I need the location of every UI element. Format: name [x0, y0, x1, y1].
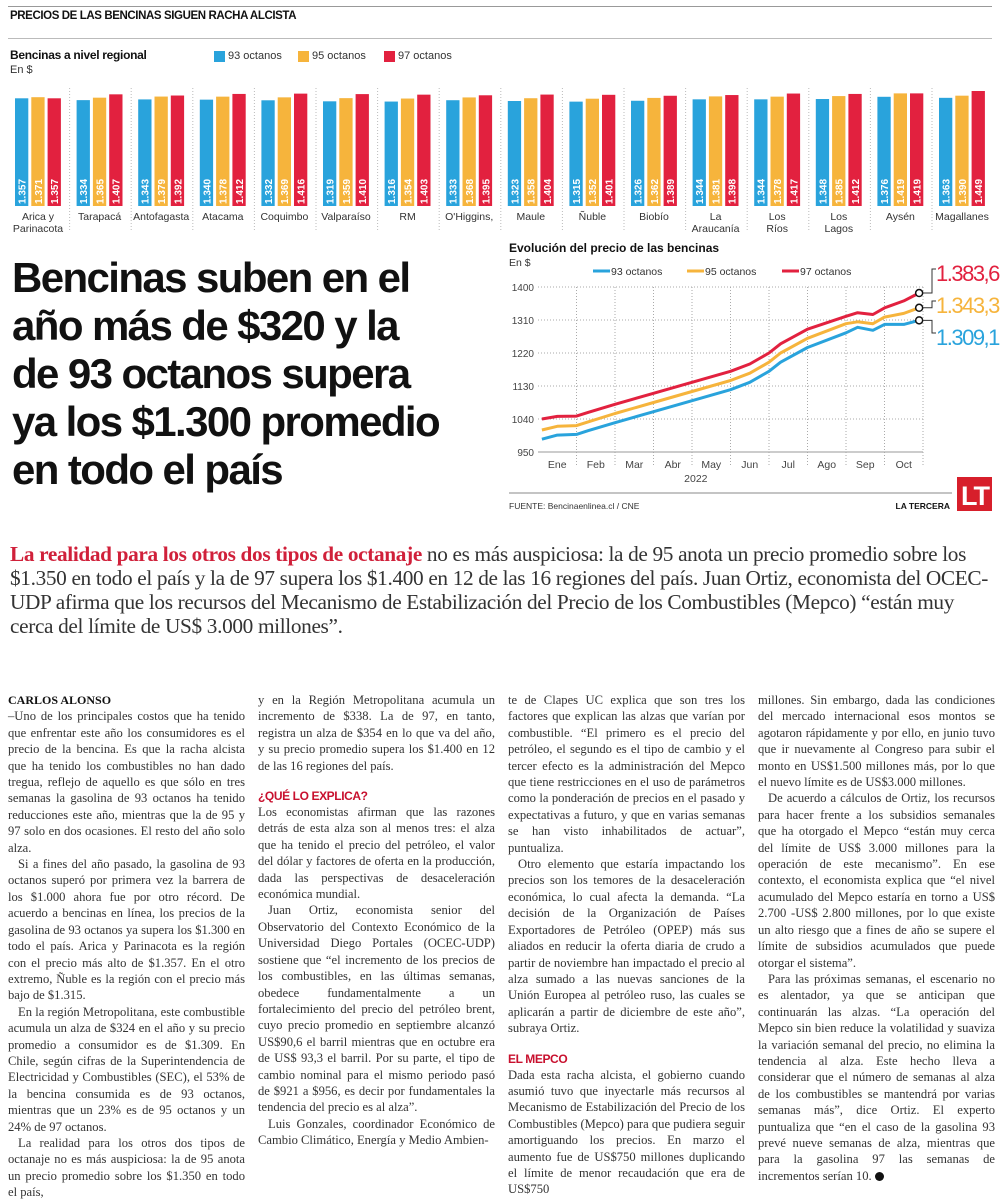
- bar-value-label: 1.333: [448, 178, 460, 204]
- bar-value-label: 1.392: [173, 178, 185, 204]
- top-rule: [8, 6, 992, 7]
- text: De acuerdo a cálculos de Ortiz, los recursos para hacer frente a los subsidios semanales que ha otorgado el Mepco “están muy cerca del límite de US$ 3.000 millones para la operación de este mecanismo”. En ese contexto, el economista explica que “el nivel acumulado del Mepco estaría en torno a US$ 2.700 -US$ 2.800 millones, por lo que existe un alto riesgo que a fines de año se supere el límite de subsidios acumulados que puede otorgar el sistema”.: [758, 791, 995, 970]
- bar-value-label: 1.319: [325, 178, 337, 204]
- subheading: [258, 788, 495, 804]
- y-tick-label: 1130: [512, 382, 534, 393]
- bar-value-label: 1.340: [202, 178, 214, 204]
- paragraph: [8, 708, 245, 856]
- paragraph: [508, 856, 745, 1036]
- bar-legend-97: [384, 50, 452, 62]
- bar-value-label: 1.358: [526, 178, 538, 204]
- text: Otro elemento que estaría impactando los precios son los temores de la desaceleración económica, lo cual afecta la demanda. “La decisión de la Organización de Países Exportadores de Petróleo (OPEP) más sus aliados en reducir la oferta diaria de crudo a partir de noviembre han impactado el precio al alza sumado a las nuevas sanciones de la Unión Europea al petróleo ruso, las cuales se aplicarán a partir de diciembre de este año”, subraya Ortiz.: [508, 857, 745, 1036]
- paragraph: [8, 856, 245, 1004]
- region-label: Ríos: [766, 223, 788, 235]
- region-label: Atacama: [202, 211, 244, 223]
- paragraph: [758, 971, 995, 1184]
- bar-value-label: 1.403: [419, 178, 431, 204]
- legend-swatch-95: [298, 51, 309, 62]
- bar-value-label: 1.410: [358, 178, 370, 204]
- bar-value-label: 1.332: [263, 178, 275, 204]
- region-label: O'Higgins,: [445, 211, 494, 223]
- end-mark-icon: [875, 1172, 884, 1181]
- source-note: FUENTE: Bencinaenlinea.cl / CNE: [509, 501, 640, 511]
- text: –Uno de los principales costos que ha tenido que enfrentar este año los consumidores es el precio de la bencina. Es que la racha alcista que ha tenido los combustibles no han dado tregua, reflejo de aquello es que sólo en tres semanas la gasolina de 93 octanos ha tenido reducciones este año, mientras que la de 95 y 97 solo en dos ocasiones. El resto del año solo alza.: [8, 709, 245, 855]
- bar-value-label: 1.357: [17, 178, 29, 204]
- bar-value-label: 1.376: [879, 178, 891, 204]
- x-axis-label: 2022: [684, 473, 708, 485]
- bar-value-label: 1.357: [50, 178, 62, 204]
- end-label-leader: [923, 269, 936, 293]
- region-label: Ñuble: [578, 211, 607, 223]
- region-label: Los: [830, 211, 848, 223]
- bar-legend-93: [214, 50, 282, 62]
- section-rule: [8, 38, 992, 39]
- brand-name: LA TERCERA: [895, 501, 950, 511]
- bar-value-label: 1.378: [773, 178, 784, 204]
- x-tick-label: May: [701, 459, 722, 471]
- x-tick-label: Jul: [781, 459, 795, 471]
- lead-highlight: La realidad para los otros dos tipos de octanaje: [10, 542, 422, 566]
- regional-bar-chart: [0, 80, 1000, 240]
- bar-value-label: 1.412: [234, 178, 246, 204]
- bar-value-label: 1.344: [695, 178, 707, 204]
- article-column: [8, 692, 245, 1201]
- bar-value-label: 1.348: [818, 178, 830, 204]
- legend-label: 95 octanos: [312, 50, 366, 62]
- region-label: Lagos: [824, 223, 854, 235]
- line-chart-title: Evolución del precio de las bencinas: [509, 241, 720, 255]
- bar-value-label: 1.419: [912, 178, 924, 204]
- text: CARLOS ALONSO: [8, 693, 112, 707]
- paragraph: [8, 1004, 245, 1135]
- region-label: Biobío: [639, 211, 669, 223]
- text: Los economistas afirman que las razones detrás de esta alza son al menos tres: el alza que ha tenido el precio del petróleo, el valor del dólar y factores de oferta en la producción, dada las perspectivas de desaceleración económica mundial.: [258, 805, 495, 902]
- bar-chart-unit: En $: [10, 64, 33, 76]
- text: Juan Ortiz, economista senior del Observatorio del Contexto Económico de la Universidad Diego Portales (OCEC-UDP) sostiene que “el incremento de los precios de los combustibles, en las últimas semanas, obedece fundamentalmente a un fortalecimiento del precio del petróleo brent, cuyo precio promedio en septiembre alcanzó US$90,6 el barril mientras que en octubre era de US$ 93,3 el barril. Por su parte, el tipo de cambio nominal para el mismo periodo pasó de $921 a $956, es decir por fundamentales la tendencia del precio es al alza”.: [258, 903, 495, 1115]
- region-label: Maule: [516, 211, 546, 223]
- line-chart-unit: En $: [509, 257, 531, 269]
- headline-line: de 93 octanos supera: [12, 350, 410, 397]
- x-tick-label: Feb: [586, 459, 605, 471]
- headline-line: en todo el país: [12, 446, 283, 493]
- y-tick-label: 1400: [511, 283, 534, 294]
- y-tick-label: 1040: [511, 415, 534, 426]
- paragraph: [758, 692, 995, 790]
- bar-value-label: 1.385: [834, 178, 846, 204]
- region-label: Araucanía: [691, 223, 740, 235]
- bar-value-label: 1.363: [941, 178, 953, 204]
- x-tick-label: Sep: [855, 459, 875, 471]
- region-label: Arica y: [21, 211, 55, 223]
- x-tick-label: Ago: [817, 459, 837, 471]
- end-value-label: 1.309,1: [936, 325, 999, 350]
- article-column: [258, 692, 495, 1149]
- text: y en la Región Metropolitana acumula un incremento de $338. La de 97, en tanto, registra un alza de $354 en lo que va del año, y su precio promedio supera los $1.400 en 12 de las 16 regiones del país.: [258, 693, 495, 773]
- paragraph: [258, 692, 495, 774]
- bar-legend-95: [298, 50, 366, 62]
- end-value-label: 1.383,6: [936, 261, 999, 286]
- bar-value-label: 1.449: [974, 178, 986, 204]
- lead-text: no es más auspiciosa: la de 95 anota un precio promedio sobre los $1.350 en todo el país y la de 97 supera los $1.400 en 12 de las 16 regiones del país. Juan Ortiz, economista del OCEC-UDP afirma que los recursos del Mecanismo de Estabilización del Precio de los Combustibles (Mepco) “están muy cerca del límite de US$ 3.000 millones”.: [10, 542, 989, 638]
- legend-label: 95 octanos: [705, 266, 757, 278]
- bar-value-label: 1.407: [111, 178, 123, 204]
- bar-value-label: 1.359: [341, 178, 353, 204]
- text: La realidad para los otros dos tipos de octanaje no es más auspiciosa: la de 95 anota un precio promedio sobre los $1.350 en todo el país,: [8, 1135, 245, 1200]
- paragraph: [508, 1067, 745, 1198]
- y-tick-label: 1310: [511, 316, 534, 327]
- bar-value-label: 1.417: [789, 178, 801, 204]
- section-title: PRECIOS DE LAS BENCINAS SIGUEN RACHA ALCISTA: [10, 10, 297, 22]
- bar-value-label: 1.365: [95, 178, 107, 204]
- headline-line: año más de $320 y la: [12, 302, 398, 349]
- legend-swatch-93: [214, 51, 225, 62]
- bar-value-label: 1.412: [850, 178, 862, 204]
- paragraph: [258, 1116, 495, 1149]
- bar-value-label: 1.344: [756, 178, 768, 204]
- bar-value-label: 1.368: [465, 178, 476, 204]
- region-label: Coquimbo: [260, 211, 309, 223]
- region-label: Los: [768, 211, 786, 223]
- bar-value-label: 1.419: [896, 178, 908, 204]
- bar-value-label: 1.389: [666, 178, 678, 204]
- headline-line: Bencinas suben en el: [12, 254, 410, 301]
- end-label-leader: [923, 320, 936, 333]
- price-evolution-line-chart: [500, 235, 1000, 525]
- bar-value-label: 1.354: [403, 178, 415, 204]
- text: millones. Sin embargo, dada las condiciones del mercado internacional esos montos se agotaron rápidamente y por ello, en junio tuvo que ir nuevamente al Congreso para subir el monto en US$1.500 millones más, por lo que el nuevo límite es de US$3.000 millones.: [758, 693, 995, 790]
- bar-value-label: 1.323: [510, 178, 522, 204]
- y-tick-label: 950: [517, 448, 534, 459]
- bar-value-label: 1.362: [649, 178, 661, 204]
- paragraph: [758, 790, 995, 970]
- region-label: Magallanes: [935, 211, 989, 223]
- text: te de Clapes UC explica que son tres los factores que explican las alzas que varían por combustible. “El primero es el precio del petróleo, el segundo es el tipo de cambio y el tercer efecto es la administración del Mepco que tiene restricciones en el uso de parámetros como la ponderación de precios en el pasado y expectativas a futuro, y que en varias semanas se han visto inhabilitados de actuar”, puntualiza.: [508, 693, 745, 855]
- logo-text: LT: [961, 481, 988, 511]
- text: EL MEPCO: [508, 1051, 568, 1066]
- legend-label: 97 octanos: [800, 266, 852, 278]
- end-point-marker: [916, 304, 923, 311]
- bar-value-label: 1.352: [588, 178, 600, 204]
- bar-chart-title: Bencinas a nivel regional: [10, 48, 147, 62]
- legend-label: 93 octanos: [611, 266, 663, 278]
- x-tick-label: Ene: [547, 459, 567, 471]
- text: Si a fines del año pasado, la gasolina de 93 octanos superó por primera vez la barrera de los $1.000 ahora fue por otro récord. De acuerdo a bencinas en línea, los precios de la gasolina de 93 octanos ya supera los $1.300 en todo el país. Arica y Parinacota es la región con el precio más alto de $1.357. En el otro extremo, Ñuble es la región con el precio más bajo de $1.315.: [8, 857, 245, 1003]
- paragraph: [508, 692, 745, 856]
- bar-value-label: 1.404: [542, 178, 554, 204]
- x-tick-label: Jun: [741, 459, 759, 471]
- bar-value-label: 1.416: [296, 178, 308, 204]
- region-label: Valparaíso: [321, 211, 371, 223]
- region-label: RM: [399, 211, 416, 223]
- end-point-marker: [916, 317, 923, 324]
- bar-value-label: 1.381: [711, 178, 723, 204]
- lead-paragraph: [10, 542, 1000, 638]
- bar-value-label: 1.316: [387, 178, 399, 204]
- bar-value-label: 1.395: [481, 178, 493, 204]
- text: Dada esta racha alcista, el gobierno cuando asumió tuvo que inyectarle más recursos al Mecanismo de Estabilización del Precio de los Combustibles (Mepco) para que pudiera seguir amortiguando los precios. En marzo el aumento fue de US$750 millones duplicando el límite de menor recaudación que era de US$750: [508, 1067, 745, 1197]
- region-label: Tarapacá: [77, 211, 122, 223]
- bar-value-label: 1.378: [218, 178, 230, 204]
- legend-swatch-97: [384, 51, 395, 62]
- byline: [8, 692, 245, 708]
- paragraph: [258, 902, 495, 1115]
- text: ¿QUÉ LO EXPLICA?: [258, 789, 368, 804]
- y-tick-label: 1220: [511, 349, 534, 360]
- end-value-label: 1.343,3: [936, 293, 999, 318]
- bar-value-label: 1.379: [157, 178, 168, 204]
- paragraph: [8, 1135, 245, 1201]
- text: Para las próximas semanas, el escenario no es alentador, ya que se anticipan que continuarán las alzas. “La operación del Mepco sin bien reduce la volatilidad y suaviza la variación semanal del precio, no elimina la tendencia al alza. Este hecho lleva a considerar que el número de semanas al alza de los combustibles se mantendrá por varias semanas más”, dice Ortiz. El experto puntualiza que “en el caso de la gasolina 93 prevé nueve semanas de alza, mientras que para la gasolina 97 las semanas de incrementos serían 10.: [758, 971, 995, 1183]
- x-tick-label: Abr: [664, 459, 681, 471]
- region-label: Parinacota: [12, 223, 64, 235]
- bar-value-label: 1.315: [571, 178, 583, 204]
- bar-value-label: 1.343: [140, 178, 152, 204]
- legend-label: 97 octanos: [398, 50, 452, 62]
- end-point-marker: [916, 290, 923, 297]
- region-label: Aysén: [885, 211, 915, 223]
- x-tick-label: Mar: [625, 459, 644, 471]
- x-tick-label: Oct: [895, 459, 912, 471]
- bar-value-label: 1.401: [604, 178, 616, 204]
- paragraph: [258, 804, 495, 902]
- region-label: Antofagasta: [133, 211, 190, 223]
- bar-value-label: 1.398: [727, 178, 739, 204]
- subheading: [508, 1051, 745, 1067]
- text: Luis Gonzales, coordinador Económico de Cambio Climático, Energía y Medio Ambien-: [258, 1116, 495, 1148]
- bar-value-label: 1.369: [280, 178, 292, 204]
- region-label: La: [709, 211, 722, 223]
- headline: [12, 254, 502, 494]
- text: En la región Metropolitana, este combustible acumula un alza de $324 en el año y su precio promedio a consumidor es de $1.309. En Chile, según cifras de la Superintendencia de Electricidad y Combustibles (SEC), el 53% de la bencina consumida es de 93 octanos, mientras que un 23% es de 95 octanos y un 24% de 97 octanos.: [8, 1004, 245, 1134]
- bar-value-label: 1.371: [33, 178, 45, 204]
- headline-line: ya los $1.300 promedio: [12, 398, 440, 445]
- bar-value-label: 1.326: [633, 178, 645, 204]
- legend-label: 93 octanos: [228, 50, 282, 62]
- bar-value-label: 1.390: [957, 178, 969, 204]
- article-column: [508, 692, 745, 1198]
- end-label-leader: [923, 301, 936, 308]
- bar-value-label: 1.334: [79, 178, 91, 204]
- article-column: [758, 692, 995, 1184]
